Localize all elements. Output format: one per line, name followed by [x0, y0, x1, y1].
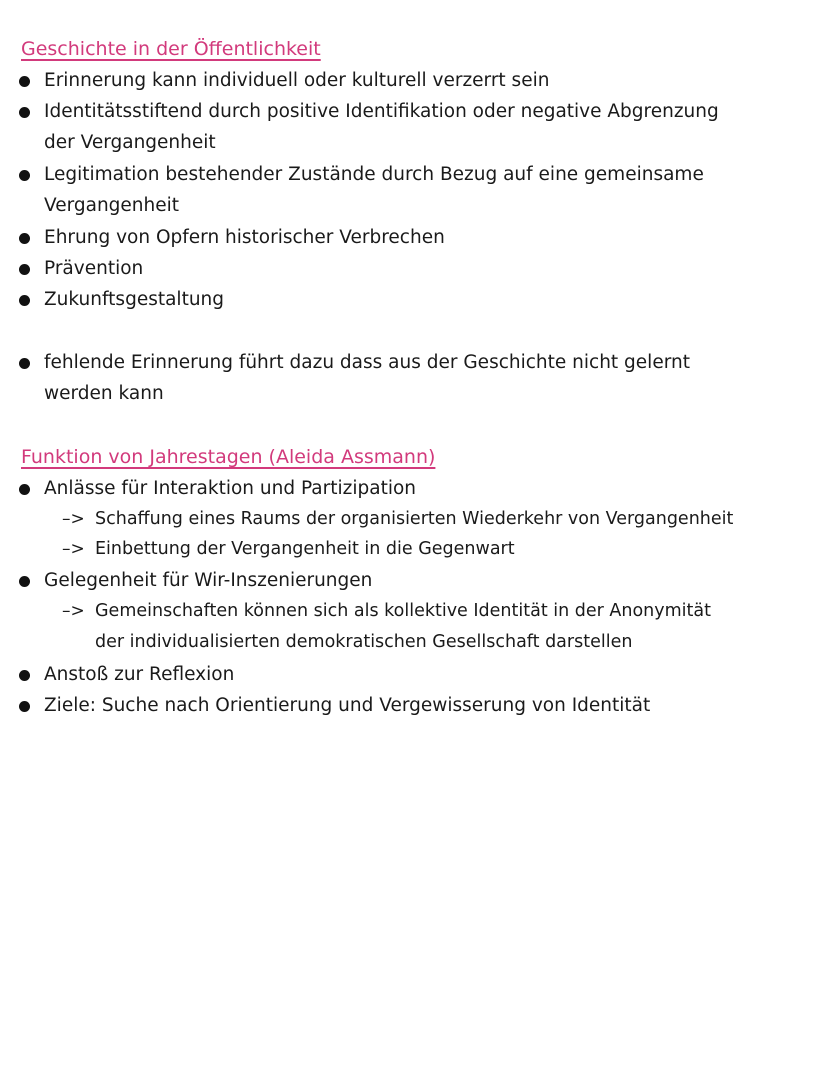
bullet-icon	[19, 358, 30, 369]
sub-list-item-text: der individualisierten demokratischen Gesellschaft darstellen	[95, 632, 633, 652]
list-item-text: Ziele: Suche nach Orientierung und Vergewisserung von Identität	[44, 695, 651, 716]
bullet-icon	[19, 233, 30, 244]
bullet-icon	[19, 576, 30, 587]
list-item-text: Vergangenheit	[44, 195, 180, 216]
bullet-icon	[19, 484, 30, 495]
list-item-text: Identitätsstiftend durch positive Identifikation oder negative Abgrenzung	[44, 101, 719, 122]
arrow-right-icon: –>	[62, 601, 85, 621]
list-item-text: Anstoß zur Reflexion	[44, 664, 235, 685]
list-item-text: Erinnerung kann individuell oder kulturell verzerrt sein	[44, 70, 550, 91]
list-item-text: Gelegenheit für Wir-Inszenierungen	[44, 570, 373, 591]
sub-list-item-text: Einbettung der Vergangenheit in die Gegenwart	[95, 539, 515, 559]
sub-list-item-text: Gemeinschaften können sich als kollektive Identität in der Anonymität	[95, 601, 711, 621]
bullet-icon	[19, 670, 30, 681]
list-item-text: der Vergangenheit	[44, 132, 216, 153]
bullet-icon	[19, 295, 30, 306]
list-item-text: fehlende Erinnerung führt dazu dass aus der Geschichte nicht gelernt	[44, 352, 690, 373]
list-item-text: werden kann	[44, 383, 164, 404]
bullet-icon	[19, 701, 30, 712]
list-item-text: Ehrung von Opfern historischer Verbrechen	[44, 227, 445, 248]
bullet-icon	[19, 264, 30, 275]
list-item-text: Legitimation bestehender Zustände durch Bezug auf eine gemeinsame	[44, 164, 704, 185]
bullet-icon	[19, 107, 30, 118]
arrow-right-icon: –>	[62, 509, 85, 529]
arrow-right-icon: –>	[62, 539, 85, 559]
bullet-icon	[19, 76, 30, 87]
list-item-text: Prävention	[44, 258, 144, 279]
sub-list-item-text: Schaffung eines Raums der organisierten Wiederkehr von Vergangenheit	[95, 509, 734, 529]
section-heading-jahrestage: Funktion von Jahrestagen (Aleida Assmann)	[21, 446, 436, 468]
section-heading-geschichte: Geschichte in der Öffentlichkeit	[21, 38, 321, 60]
list-item-text: Zukunftsgestaltung	[44, 289, 225, 310]
bullet-icon	[19, 170, 30, 181]
list-item-text: Anlässe für Interaktion und Partizipation	[44, 478, 417, 499]
